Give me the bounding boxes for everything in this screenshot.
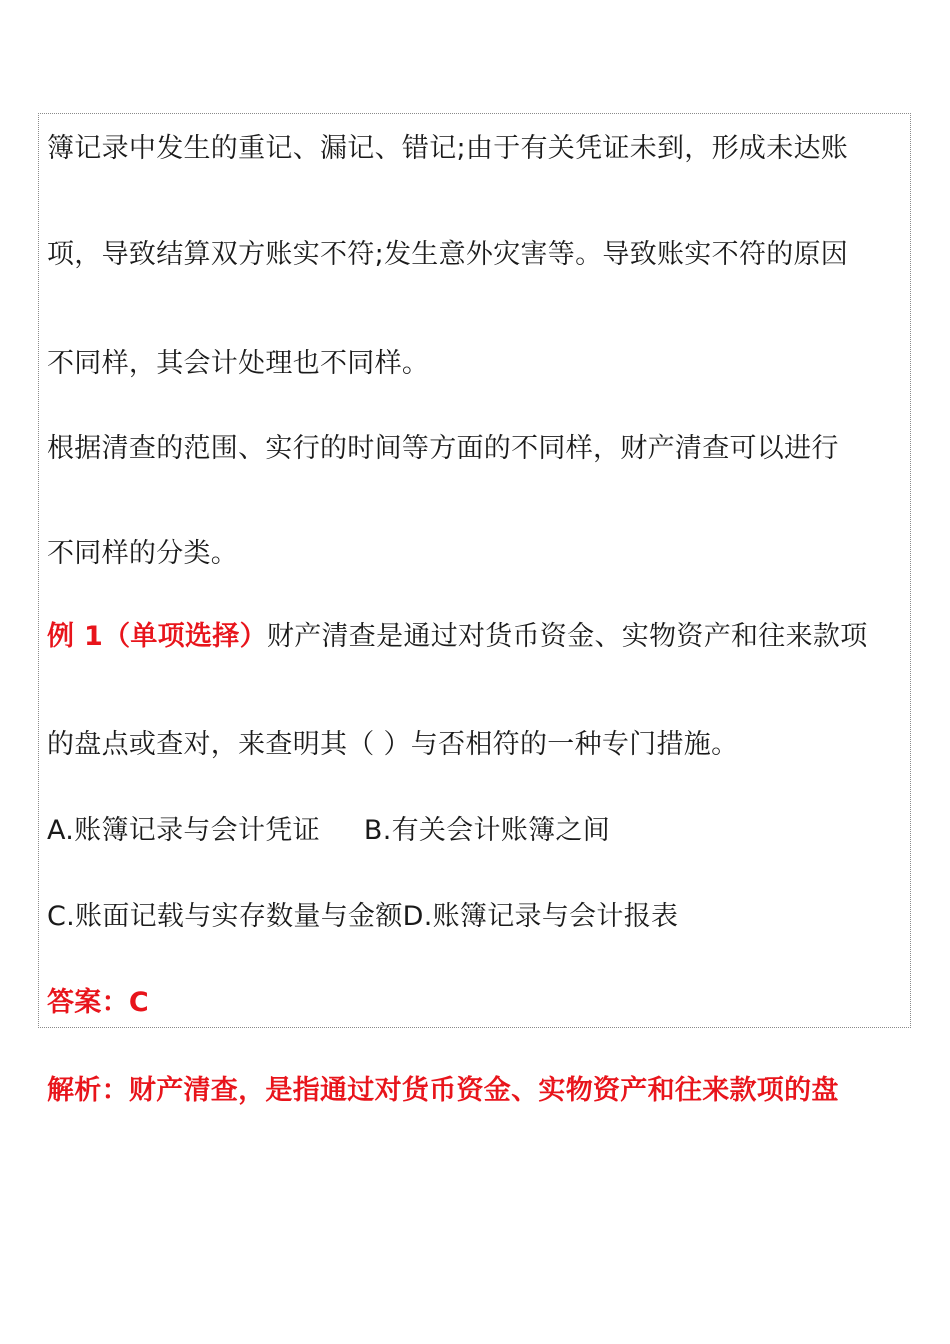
analysis: 解析：财产清查，是指通过对货币资金、实物资产和往来款项的盘 (47, 1075, 839, 1106)
paragraph-line: 簿记录中发生的重记、漏记、错记;由于有关凭证未到，形成未达账 (47, 133, 849, 164)
option-c: C.账面记载与实存数量与金额 (47, 901, 403, 932)
example-question (47, 619, 868, 655)
paragraph-line: 不同样，其会计处理也不同样。 (47, 348, 430, 379)
paragraph-line: 根据清查的范围、实行的时间等方面的不同样，财产清查可以进行 (47, 433, 839, 464)
question-text-continued: 的盘点或查对，来查明其（ ）与否相符的一种专门措施。 (47, 729, 739, 760)
option-a: A.账簿记录与会计凭证 (47, 815, 320, 846)
options-row-2 (47, 899, 678, 935)
options-row-1 (47, 813, 610, 849)
paragraph-line: 项，导致结算双方账实不符;发生意外灾害等。导致账实不符的原因 (47, 239, 849, 270)
paragraph-line: 不同样的分类。 (47, 538, 239, 569)
example-label: 例 1（单项选择） (47, 621, 267, 652)
option-b: B.有关会计账簿之间 (363, 815, 610, 846)
answer: 答案：C (47, 987, 150, 1018)
option-d: D.账簿记录与会计报表 (402, 901, 679, 932)
question-text: 财产清查是通过对货币资金、实物资产和往来款项 (266, 621, 868, 652)
